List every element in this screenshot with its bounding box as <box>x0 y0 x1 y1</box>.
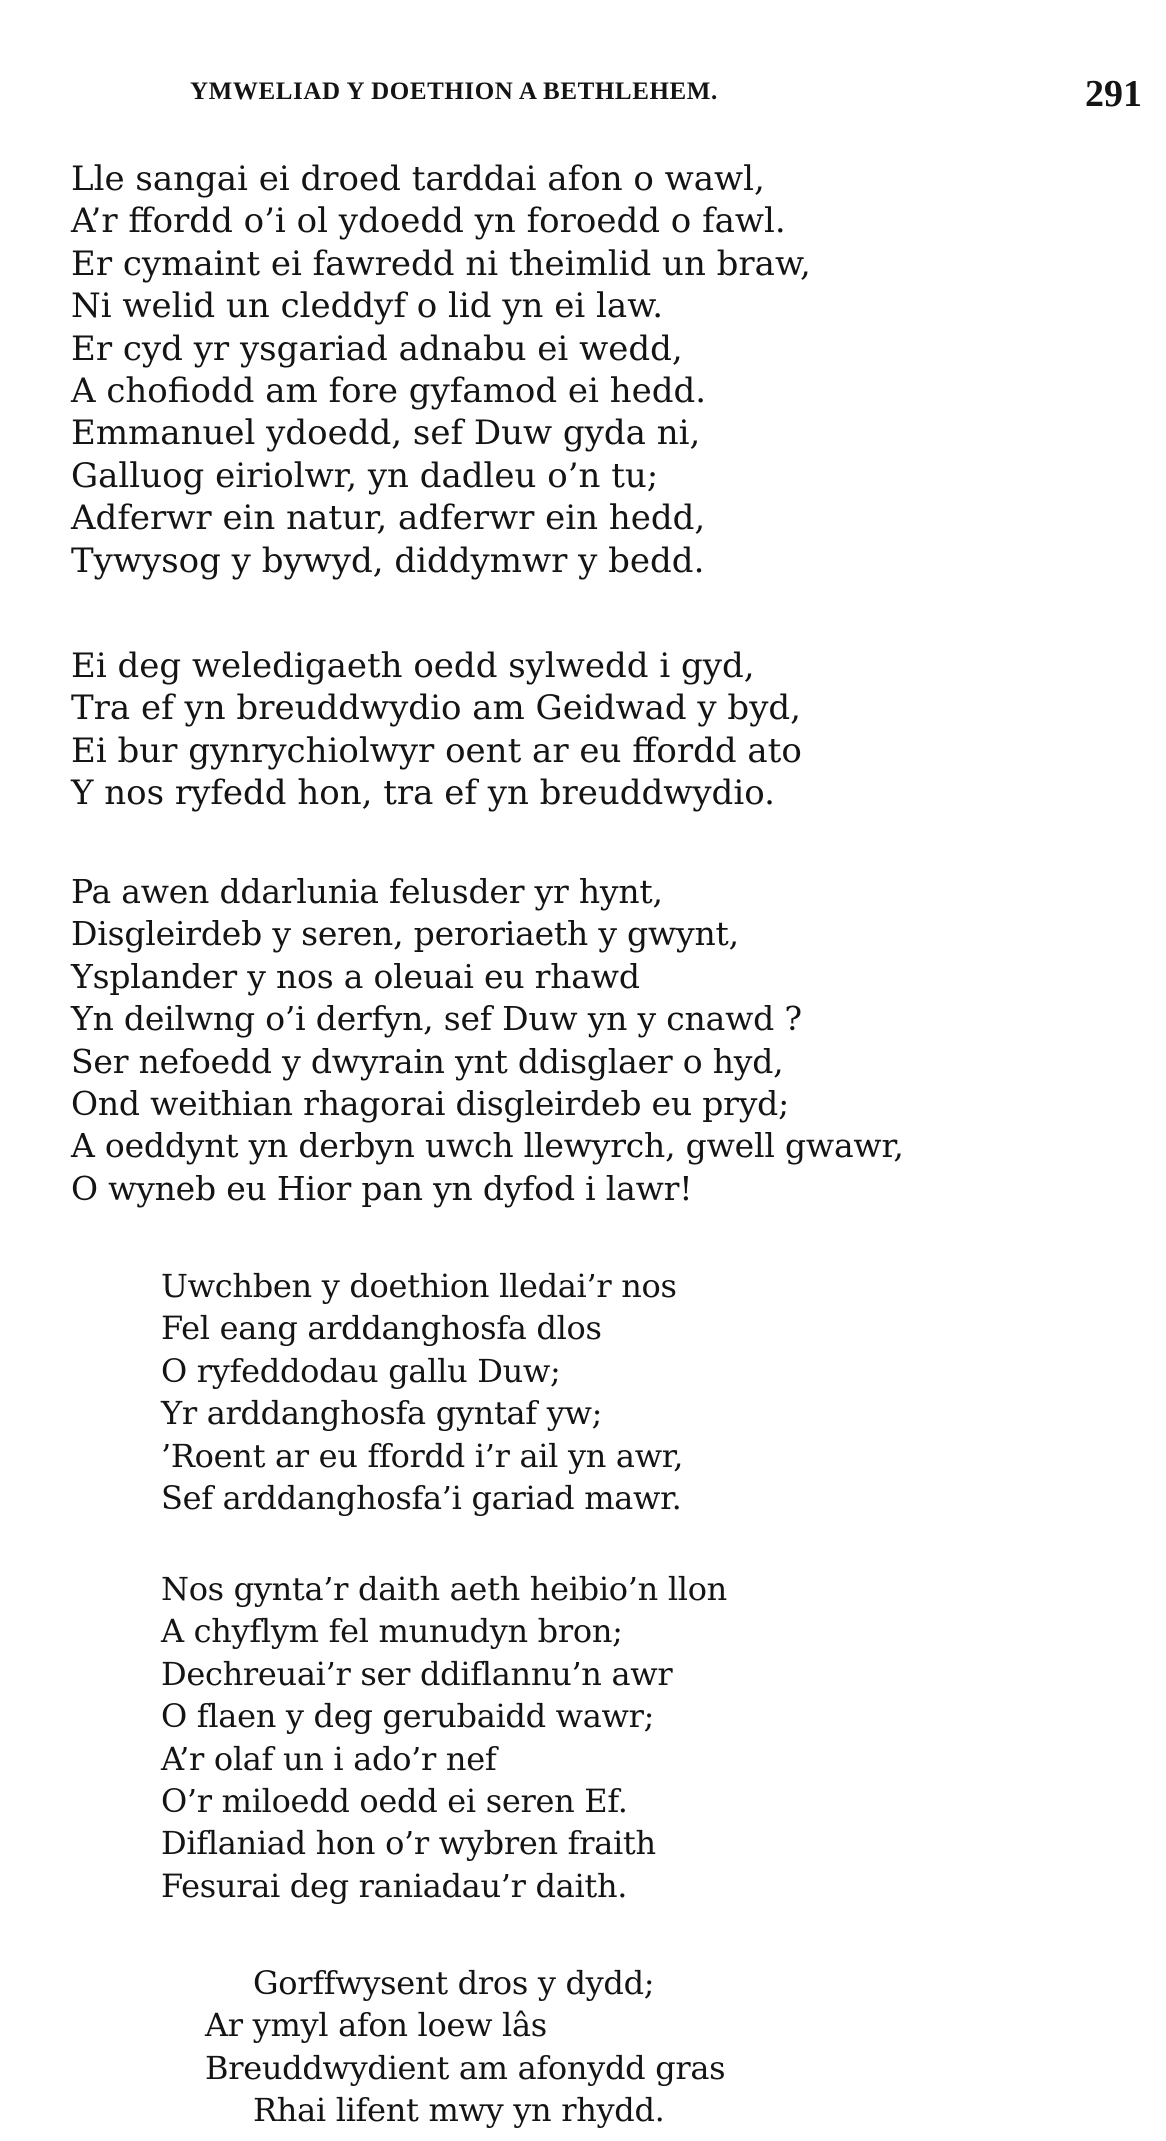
running-title: YMWELIAD Y DOETHION A BETHLEHEM. <box>190 78 718 105</box>
verse-line: Fesurai deg raniadau’r daith. <box>161 1866 628 1905</box>
verse-line: Y nos ryfedd hon, tra ef yn breuddwydio. <box>71 773 775 814</box>
verse-line: Yn deilwng o’i derfyn, sef Duw yn y cnawd ? <box>71 999 802 1039</box>
verse-line: Tywysog y bywyd, diddymwr y bedd. <box>71 540 705 581</box>
verse-line: Gorffwysent dros y dydd; <box>253 1964 655 2002</box>
verse-line: Ei bur gynrychiolwyr oent ar eu ffordd ato <box>71 730 802 771</box>
stanza-5 <box>161 1568 727 1907</box>
verse-line: Diflaniad hon o’r wybren fraith <box>161 1824 656 1863</box>
verse-line: O flaen y deg gerubaidd wawr; <box>161 1697 655 1736</box>
verse-line: Adferwr ein natur, adferwr ein hedd, <box>71 498 706 539</box>
verse-line: Sef arddanghosfa’i gariad mawr. <box>161 1478 682 1517</box>
verse-line: Pa awen ddarlunia felusder yr hynt, <box>71 872 663 911</box>
verse-line: Ser nefoedd y dwyrain ynt ddisglaer o hyd, <box>71 1041 784 1081</box>
verse-line: Ei deg weledigaeth oedd sylwedd i gyd, <box>71 646 755 686</box>
verse-line: Lle sangai ei droed tarddai afon o wawl, <box>71 159 765 199</box>
verse-line: Ysplander y nos a oleuai eu rhawd <box>71 956 640 996</box>
verse-line: Fel eang arddanghosfa dlos <box>161 1309 602 1348</box>
verse-line: Ond weithian rhagorai disgleirdeb eu pryd; <box>71 1083 790 1123</box>
verse-line: A chyflym fel munudyn bron; <box>161 1612 623 1651</box>
verse-line: Dechreuai’r ser ddiflannu’n awr <box>161 1654 673 1693</box>
verse-line: A’r ffordd o’i ol ydoedd yn foroedd o fawl. <box>71 201 786 242</box>
stanza-1 <box>71 158 811 582</box>
page-number: 291 <box>1085 73 1142 115</box>
verse-line: Emmanuel ydoedd, sef Duw gyda ni, <box>71 413 701 454</box>
stanza-2 <box>71 645 802 815</box>
verse-line: Ar ymyl afon loew lâs <box>205 2006 547 2045</box>
stanza-3 <box>71 871 904 1210</box>
verse-line: Ni welid un cleddyf o lid yn ei law. <box>71 286 664 327</box>
verse-line: Yr arddanghosfa gyntaf yw; <box>161 1394 603 1433</box>
stanza-4 <box>161 1265 683 1519</box>
verse-line: Tra ef yn breuddwydio am Geidwad y byd, <box>71 688 801 729</box>
verse-line: O wyneb eu Hior pan yn dyfod i lawr! <box>71 1168 693 1208</box>
verse-line: O ryfeddodau gallu Duw; <box>161 1351 561 1390</box>
verse-line: Uwchben y doethion lledai’r nos <box>161 1267 677 1305</box>
verse-line: A chofiodd am fore gyfamod ei hedd. <box>71 370 707 411</box>
verse-line: Galluog eiriolwr, yn dadleu o’n tu; <box>71 455 659 496</box>
verse-line: ’Roent ar eu ffordd i’r ail yn awr, <box>161 1436 684 1475</box>
verse-line: Disgleirdeb y seren, peroriaeth y gwynt, <box>71 914 739 954</box>
verse-line: O’r miloedd oedd ei seren Ef. <box>161 1781 628 1820</box>
verse-line: A’r olaf un i ado’r nef <box>161 1739 497 1778</box>
verse-line: Breuddwydient am afonydd gras <box>205 2048 726 2087</box>
verse-line: A oeddynt yn derbyn uwch llewyrch, gwell gwawr, <box>71 1126 904 1166</box>
verse-line: Er cyd yr ysgariad adnabu ei wedd, <box>71 328 683 369</box>
running-head <box>0 73 1166 118</box>
stanza-6 <box>205 1962 725 2132</box>
verse-line: Er cymaint ei fawredd ni theimlid un braw, <box>71 243 811 284</box>
verse-line: Rhai lifent mwy yn rhydd. <box>253 2091 665 2130</box>
verse-line: Nos gynta’r daith aeth heibio’n llon <box>161 1570 727 1608</box>
